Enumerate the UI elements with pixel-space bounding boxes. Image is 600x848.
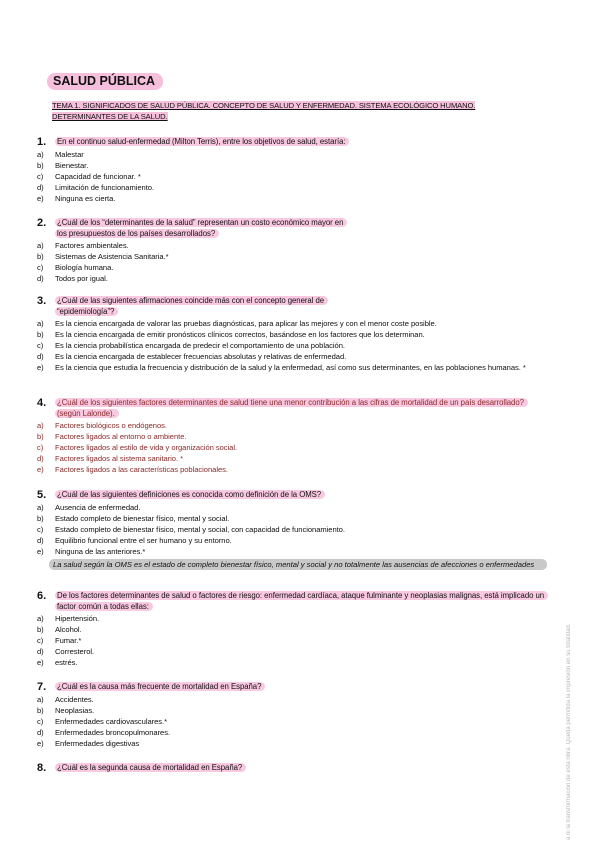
option: d) Todos por igual. (37, 274, 108, 283)
question-text: ¿Cuál de las siguientes afirmaciones coincide más con el concepto general de “epidemiología”? (55, 296, 328, 316)
option: b) Es la ciencia encargada de emitir pronósticos clínicos correctos, basándose en los factores que los determinan. (37, 330, 425, 339)
option: d) Corresterol. (37, 647, 95, 656)
option-correct: e) Es la ciencia que estudia la frecuencia y distribución de la salud y la enfermedad, así como sus determinantes, en las poblaciones humanas. * (37, 363, 526, 372)
question-1 (37, 137, 557, 204)
answer-explanation: La salud según la OMS es el estado de completo bienestar físico, mental y social y no totalmente las ausencias de afecciones o enfermedades (49, 559, 547, 570)
question-4 (37, 398, 557, 475)
question-text: ¿Cuál es la causa más frecuente de mortalidad en España? (55, 682, 265, 691)
option: b) Neoplasias. (37, 706, 95, 715)
option: a) Malestar (37, 150, 84, 159)
question-8 (37, 763, 557, 774)
option: e) Ninguna es cierta. (37, 194, 116, 203)
option: a) Factores biológicos o endógenos. (37, 421, 167, 430)
option: b) Alcohol. (37, 625, 82, 634)
question-number: 5. (37, 489, 47, 501)
option-correct: e) Ninguna de las anteriores.* (37, 547, 146, 556)
option: d) Limitación de funcionamiento. (37, 183, 155, 192)
question-7 (37, 682, 557, 749)
option: b) Factores ligados al entorno o ambiente. (37, 432, 187, 441)
question-number: 6. (37, 590, 47, 602)
option-correct: c) Enfermedades cardiovasculares.* (37, 717, 167, 726)
option: d) Enfermedades broncopulmonares. (37, 728, 171, 737)
option: e) estrés. (37, 658, 78, 667)
option: c) Factores ligados al estilo de vida y organización social. (37, 443, 238, 452)
question-text: De los factores determinantes de salud o factores de riesgo: enfermedad cardíaca, ataque fulminante y neoplasias malignas, está implicado un factor común a todas ellas: (55, 591, 548, 611)
option: d) Es la ciencia encargada de establecer frecuencias absolutas y relativas de enfermedad. (37, 352, 347, 361)
option: a) Es la ciencia encargada de valorar las pruebas diagnósticas, para aplicar las mejores y con el menor coste posible. (37, 319, 437, 328)
topic-heading-text: TEMA 1. SIGNIFICADOS DE SALUD PÚBLICA. CONCEPTO DE SALUD Y ENFERMEDAD. SISTEMA ECOLÓGICO HUMANO. DETERMINANTES DE LA SALUD. (52, 101, 476, 121)
question-text: ¿Cuál de los siguientes factores determinantes de salud tiene una menor contribución a las cifras de mortalidad de un país desarrollado? (según Lalonde). (55, 398, 528, 418)
question-number: 3. (37, 295, 47, 307)
question-2 (37, 218, 557, 284)
option: a) Factores ambientales. (37, 241, 129, 250)
question-number: 4. (37, 397, 47, 409)
option: a) Accidentes. (37, 695, 94, 704)
option: d) Equilibrio funcional entre el ser humano y su entorno. (37, 536, 232, 545)
question-text: ¿Cuál de los “determinantes de la salud” representan un costo económico mayor en los presupuestos de los países desarrollados? (55, 218, 347, 238)
question-text: En el continuo salud-enfermedad (Milton Terris), entre los objetivos de salud, estaría: (55, 137, 349, 146)
option: e) Enfermedades digestivas (37, 739, 140, 748)
option: b) Estado completo de bienestar físico, mental y social. (37, 514, 230, 523)
question-3 (37, 296, 557, 373)
copyright-watermark: a ni la transformación de esta obra. Queda permitida la impresión en su totalidad. (566, 623, 572, 840)
option: b) Bienestar. (37, 161, 89, 170)
option: a) Hipertensión. (37, 614, 100, 623)
question-6 (37, 591, 557, 668)
option: e) Factores ligados a las características poblacionales. (37, 465, 228, 474)
question-5 (37, 490, 557, 570)
option-correct: d) Factores ligados al sistema sanitario. * (37, 454, 183, 463)
option: c) Estado completo de bienestar físico, mental y social, con capacidad de funcionamiento. (37, 525, 345, 534)
question-number: 2. (37, 217, 47, 229)
question-text: ¿Cuál de las siguientes definiciones es conocida como definición de la OMS? (55, 490, 325, 499)
topic-heading (52, 100, 502, 122)
question-number: 8. (37, 762, 47, 774)
document-title: SALUD PÚBLICA (47, 73, 163, 90)
question-number: 7. (37, 681, 47, 693)
option-correct: b) Sistemas de Asistencia Sanitaria.* (37, 252, 169, 261)
option: a) Ausencia de enfermedad. (37, 503, 141, 512)
option: c) Biología humana. (37, 263, 114, 272)
question-text: ¿Cuál es la segunda causa de mortalidad en España? (55, 763, 246, 772)
option-correct: c) Capacidad de funcionar. * (37, 172, 141, 181)
option-correct: c) Fumar.* (37, 636, 82, 645)
option: c) Es la ciencia probabilística encargada de predecir el comportamiento de una población. (37, 341, 345, 350)
question-number: 1. (37, 136, 47, 148)
